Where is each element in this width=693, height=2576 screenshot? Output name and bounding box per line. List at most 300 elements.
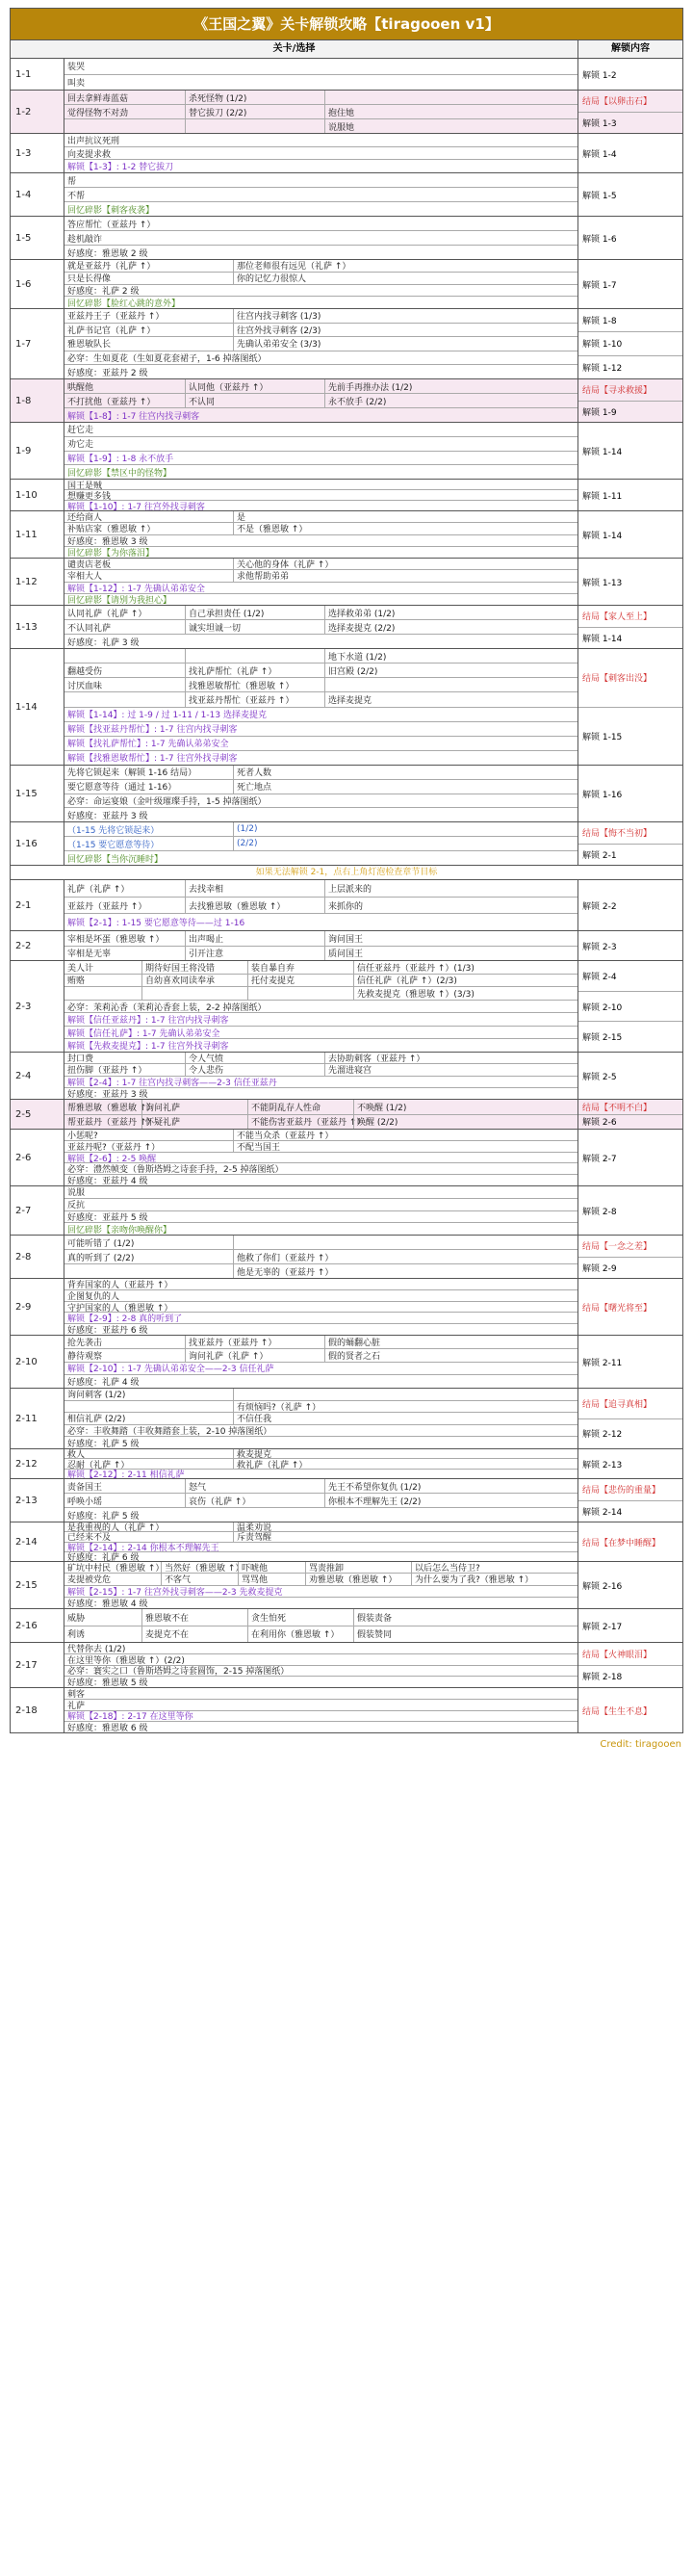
choice-cell (64, 987, 141, 1000)
choice-row (64, 260, 578, 272)
choice-cell: 救麦提克 (233, 1449, 578, 1458)
choice-block (64, 309, 578, 378)
choice-cell: 好感度：雅恩敏 4 级 (67, 1599, 148, 1609)
choice-cell: 补贴店家（雅恩敏 ↑） (67, 525, 156, 535)
choice-cell: 先王不希望你复仇 (1/2) (324, 1479, 578, 1493)
ending-result: 结局【以卵击石】 (582, 97, 653, 108)
choice-cell: 令人悲伤 (185, 1064, 324, 1075)
level-section (10, 1522, 683, 1562)
choice-cell: 就是亚兹丹（礼萨 ↑） (67, 262, 156, 273)
choice-cell: 回忆碎影【禁区中的怪物】 (67, 468, 172, 479)
choice-row (64, 284, 578, 297)
choice-row (64, 1699, 578, 1710)
choice-cell: 往宫外找寻刺客 (2/3) (233, 324, 578, 337)
choice-row (64, 1424, 578, 1437)
choice-cell: 以后怎么当侍卫? (411, 1562, 578, 1573)
choice-row (64, 1087, 578, 1099)
level-section (10, 379, 683, 423)
choice-row (64, 1551, 578, 1561)
ending-result: 结局【刺客出没】 (582, 674, 653, 685)
unlock-result: 解锁 1-10 (578, 331, 682, 354)
choice-cell: 选择麦提克 (2/2) (324, 620, 578, 634)
choice-row (64, 779, 578, 794)
unlock-result: 解锁 2-16 (582, 1581, 623, 1592)
choice-cell: 诚实坦诚一切 (185, 620, 324, 634)
choice-row (64, 1336, 578, 1348)
choice-note (64, 836, 578, 850)
level-section (10, 480, 683, 511)
choice-row (64, 1174, 578, 1185)
level-section (10, 309, 683, 379)
unlock-results (578, 1236, 682, 1278)
choice-cell: 找亚兹丹（亚兹丹 ↑） (185, 1336, 324, 1348)
choice-row (64, 1507, 578, 1522)
choice-cell: 回忆碎影【亲吻你唤醒你】 (67, 1225, 172, 1236)
unlock-results (578, 559, 682, 605)
level-label: 2-13 (11, 1479, 64, 1522)
choice-row (64, 1323, 578, 1335)
choice-cell: 解锁【2-15】: 1-7 往宫外找寻刺客——2-3 先救麦提克 (67, 1587, 283, 1598)
choice-cell: (1/2) (233, 822, 578, 836)
level-section (10, 961, 683, 1053)
choice-row (64, 104, 578, 118)
choice-block (64, 1449, 578, 1478)
choice-cell: 信任亚兹丹（亚兹丹 ↑）(1/3) (353, 961, 578, 974)
choice-row (64, 1063, 578, 1075)
unlock-condition (64, 407, 578, 422)
unlock-result: 解锁 2-5 (582, 1072, 617, 1082)
choice-cell: 装自暴自弃 (247, 961, 353, 974)
level-section (10, 1100, 683, 1130)
choice-cell: 斥责驾醒 (233, 1532, 578, 1541)
choice-cell: 认同他（亚兹丹 ↑） (185, 379, 324, 393)
choice-row (64, 1449, 578, 1461)
choice-cell: 假的贤者之石 (324, 1349, 578, 1362)
choice-row (64, 1562, 578, 1573)
unlock-result: 解锁 2-10 (578, 991, 682, 1022)
level-label: 1-7 (11, 309, 64, 378)
level-label: 2-12 (11, 1449, 64, 1478)
memory-fragment (64, 201, 578, 216)
choice-cell: 回忆碎影【请别为我担心】 (67, 595, 172, 606)
choice-block (64, 822, 578, 865)
choice-row (64, 336, 578, 351)
choice-row (64, 1053, 578, 1063)
choice-cell: 好感度：礼萨 4 级 (67, 1378, 140, 1389)
level-section (10, 1562, 683, 1609)
level-section (10, 1449, 683, 1479)
choice-cell: 解锁【2-10】: 1-7 先确认弟弟安全——2-3 信任礼萨 (67, 1365, 274, 1375)
choice-cell (247, 987, 353, 1000)
level-section (10, 59, 683, 91)
choice-row (64, 91, 578, 104)
level-label: 1-9 (11, 423, 64, 479)
choice-cell: 回去拿鲜毒蓝菇 (67, 93, 129, 104)
unlock-result: 解锁 1-14 (578, 627, 682, 649)
choice-row (64, 1688, 578, 1699)
choice-cell: 必穿：茉莉沁香（茉莉沁香套上装，2-2 掉落图纸） (67, 1002, 267, 1013)
choice-cell: 解锁【2-4】: 1-7 往宫内找寻刺客——2-3 信任亚兹丹 (67, 1078, 277, 1088)
unlock-result: 解锁 2-8 (582, 1207, 617, 1217)
choice-cell: 可能听错了 (1/2) (67, 1238, 135, 1249)
unlock-result: 解锁 1-16 (582, 790, 623, 800)
choice-cell: 自幼喜欢同读奉承 (141, 975, 247, 987)
choice-cell: 利诱 (67, 1630, 86, 1641)
choice-cell (64, 1401, 233, 1413)
choice-block (64, 1053, 578, 1099)
choice-cell: 说服 (67, 1188, 86, 1199)
choice-note (64, 822, 578, 836)
choice-cell: 呼唤小瑶 (67, 1496, 103, 1507)
choice-cell: 假装赞同 (353, 1626, 578, 1643)
choice-cell: 封口费 (67, 1054, 94, 1065)
ending-result: 结局【悔不当初】 (582, 829, 653, 840)
unlock-condition (64, 1362, 578, 1375)
unlock-results (578, 1688, 682, 1732)
level-label: 1-12 (11, 559, 64, 605)
level-section (10, 217, 683, 260)
choice-cell: 劝它走 (67, 440, 94, 451)
choice-cell: 解锁【找雅恩敏帮忙】: 1-7 往宫外找寻刺客 (67, 754, 238, 765)
level-label: 2-14 (11, 1522, 64, 1561)
level-section (10, 1130, 683, 1186)
unlock-results (578, 309, 682, 378)
choice-cell: 亚兹丹呢?（亚兹丹 ↑） (67, 1142, 161, 1153)
choice-cell: 好感度：亚兹丹 3 级 (67, 811, 148, 821)
choice-block (64, 173, 578, 216)
level-label: 2-3 (11, 961, 64, 1052)
level-label: 2-5 (11, 1100, 64, 1129)
choice-cell: 贿赂 (67, 976, 86, 987)
choice-row (64, 1479, 578, 1493)
level-section (10, 1279, 683, 1336)
level-section (10, 822, 683, 866)
choice-cell: 救人 (67, 1450, 86, 1461)
choice-row (64, 1400, 578, 1413)
choice-cell: 地下水道 (1/2) (324, 649, 578, 663)
choice-cell: 选择麦提克 (324, 692, 578, 706)
unlock-result: 解锁 1-11 (582, 491, 623, 502)
unlock-results (578, 1279, 682, 1335)
level-label: 1-16 (11, 822, 64, 865)
choice-cell: 不信任我 (233, 1413, 578, 1424)
choice-cell: 是我重视的人（礼萨 ↑） (67, 1523, 165, 1534)
choice-cell: 讨厌血味 (67, 681, 103, 691)
unlock-results (578, 1186, 682, 1235)
choice-cell: 骂骂他 (238, 1574, 305, 1584)
choice-cell: 杀死怪物 (1/2) (185, 91, 324, 104)
level-label: 1-11 (11, 511, 64, 558)
choice-cell: 替它拔刀 (2/2) (185, 105, 324, 118)
choice-row (64, 351, 578, 365)
choice-cell: 抢先袭击 (67, 1338, 103, 1348)
choice-cell: 必穿：澧然帧变（鲁斯塔姆之诗套手持，2-5 掉落图纸） (67, 1165, 284, 1176)
unlock-condition (64, 451, 578, 465)
choice-cell: 礼萨书记官（礼萨 ↑） (67, 325, 156, 336)
choice-cell: 答应帮忙（亚兹丹 ↑） (67, 220, 156, 230)
choice-cell: 解锁【先救麦提克】: 1-7 往宫外找寻刺客 (67, 1042, 229, 1053)
choice-block (64, 91, 578, 133)
choice-row (64, 217, 578, 230)
choice-block (64, 59, 578, 90)
unlock-condition (64, 1312, 578, 1323)
choice-block (64, 480, 578, 510)
choice-row (64, 1522, 578, 1534)
choice-row (64, 931, 578, 946)
level-label: 2-18 (11, 1688, 64, 1732)
unlock-results (578, 423, 682, 479)
choice-row (64, 1609, 578, 1626)
choice-row (64, 807, 578, 821)
unlock-results (578, 1389, 682, 1448)
choice-row (64, 766, 578, 779)
choice-row (64, 1493, 578, 1507)
level-label: 2-8 (11, 1236, 64, 1278)
choice-cell: 找亚兹丹帮忙（亚兹丹 ↑） (185, 692, 324, 706)
choice-cell: 假装责备 (353, 1609, 578, 1626)
choice-cell: 解锁【2-9】: 2-8 真的听到了 (67, 1314, 183, 1325)
choice-cell: 选择救弟弟 (1/2) (324, 606, 578, 619)
choice-row (64, 1389, 578, 1400)
choice-cell: 必穿：命运宴娘（金叶级璀璨手持，1-5 掉落图纸） (67, 796, 267, 807)
choice-cell (324, 91, 578, 104)
level-label: 1-3 (11, 134, 64, 172)
level-label: 2-1 (11, 880, 64, 930)
choice-cell: 认同礼萨（礼萨 ↑） (67, 609, 147, 619)
unlock-results (578, 931, 682, 960)
level-label: 1-13 (11, 606, 64, 648)
choice-cell: 为什么要为了我?（雅恩敏 ↑） (411, 1574, 578, 1584)
level-section (10, 1479, 683, 1522)
choice-block (64, 766, 578, 821)
page-title: 《王国之翼》关卡解锁攻略【tiragooen v1】 (10, 8, 683, 39)
level-label: 1-2 (11, 91, 64, 133)
choice-cell: 永不放手 (2/2) (324, 394, 578, 407)
ending-result: 结局【悲伤的重量】 (582, 1486, 661, 1496)
choice-cell: 宰相是坏蛋（雅恩敏 ↑） (67, 934, 165, 945)
choice-block (64, 1688, 578, 1732)
choice-cell: 说服她 (324, 119, 578, 133)
level-label: 1-10 (11, 480, 64, 510)
choice-row (64, 1665, 578, 1677)
unlock-result: 解锁 2-18 (578, 1665, 682, 1688)
choice-cell: 好感度：雅恩敏 5 级 (67, 1678, 148, 1689)
choice-block (64, 1336, 578, 1388)
choice-cell: 忍耐（礼萨 ↑） (67, 1460, 130, 1470)
choice-cell: 不能阴乱存人性命 (247, 1100, 353, 1114)
unlock-condition (64, 707, 578, 721)
unlock-results (578, 1609, 682, 1642)
choice-block (64, 1522, 578, 1561)
choice-cell: 询问国王 (324, 931, 578, 946)
level-section (10, 606, 683, 649)
choice-cell: 要它愿意等待（通过 1-16） (67, 783, 177, 794)
unlock-result: 解锁 2-2 (582, 901, 617, 912)
unlock-condition (64, 1076, 578, 1087)
choice-cell: 解锁【1-12】: 1-7 先确认弟弟安全 (67, 584, 205, 594)
choice-cell: 不认同 (185, 394, 324, 407)
level-section (10, 931, 683, 961)
level-label: 2-6 (11, 1130, 64, 1185)
choice-cell (324, 678, 578, 691)
choice-cell: 美人计 (67, 963, 94, 974)
choice-row (64, 1198, 578, 1210)
level-section (10, 173, 683, 217)
choice-cell: 谴责店老板 (67, 560, 112, 571)
level-label: 2-7 (11, 1186, 64, 1235)
level-section (10, 880, 683, 931)
choice-cell: 去找雅恩敏（雅恩敏 ↑） (185, 898, 324, 914)
chapter-hint-banner: 如果无法解锁 2-1，点右上角灯泡检查章节目标 (10, 866, 683, 880)
choice-cell: 真的听到了 (2/2) (67, 1253, 135, 1263)
choice-block (64, 1479, 578, 1522)
choice-row (64, 436, 578, 451)
choice-row (64, 634, 578, 648)
choice-cell: 企图复仇的人 (67, 1291, 120, 1302)
choice-row (64, 559, 578, 569)
choice-cell: 回忆碎影【脸红心跳的意外】 (67, 299, 181, 309)
choice-block (64, 423, 578, 479)
level-section (10, 511, 683, 559)
choice-cell: 抱住她 (324, 105, 578, 118)
unlock-condition (64, 1152, 578, 1163)
unlock-condition (64, 736, 578, 750)
choice-row (64, 946, 578, 961)
unlock-condition (64, 1710, 578, 1722)
choice-cell: 雅恩敏队长 (67, 340, 112, 351)
choice-cell: 相信礼萨 (2/2) (67, 1415, 126, 1425)
choice-cell: 先确认弟弟安全 (3/3) (233, 337, 578, 351)
choice-cell: 亚兹丹王子（亚兹丹 ↑） (67, 312, 165, 323)
choice-row (64, 1676, 578, 1687)
unlock-results (578, 217, 682, 259)
choice-cell: 求他帮助弟弟 (233, 570, 578, 581)
unlock-result: 解锁 1-14 (582, 531, 623, 541)
choice-cell: 宰相大人 (67, 572, 103, 583)
choice-cell: 解锁【2-14】: 2-14 你根本不理解先王 (67, 1543, 219, 1553)
choice-block (64, 1643, 578, 1687)
level-label: 1-14 (11, 649, 64, 765)
choice-row (64, 522, 578, 533)
choice-cell: 询问礼萨 (141, 1100, 247, 1114)
unlock-condition (64, 500, 578, 510)
unlock-results (578, 880, 682, 930)
unlock-result: 解锁 2-15 (578, 1021, 682, 1052)
unlock-result: 解锁 2-1 (578, 844, 682, 866)
choice-row (64, 677, 578, 691)
choice-cell: 是 (233, 511, 578, 522)
level-label: 1-6 (11, 260, 64, 308)
choice-cell: 雅恩敏不在 (141, 1609, 247, 1626)
choice-cell: 找礼萨帮忙（礼萨 ↑） (185, 664, 324, 677)
memory-fragment (64, 593, 578, 605)
level-label: 1-5 (11, 217, 64, 259)
choice-cell (185, 649, 324, 663)
choice-cell: 来抓你的 (324, 898, 578, 914)
choice-cell: 不客气 (161, 1574, 238, 1584)
choice-row (64, 986, 578, 1000)
choice-cell: 责备国王 (67, 1482, 103, 1493)
choice-row (64, 1597, 578, 1608)
choice-cell: 吓唬他 (238, 1562, 305, 1573)
choice-row (64, 489, 578, 500)
choice-cell: 翻越受伤 (67, 666, 103, 677)
choice-cell: 还给商人 (67, 513, 103, 524)
choice-cell: 趁机敲诈 (67, 234, 103, 245)
unlock-result: 解锁 1-8 (582, 317, 617, 327)
choice-cell: 守护国家的人（雅恩敏 ↑） (67, 1303, 173, 1314)
choice-cell: 上层派来的 (324, 880, 578, 897)
choice-cell: (2/2) (233, 837, 578, 850)
choice-cell: 回忆碎影【当你沉睡时】 (67, 854, 164, 865)
choice-cell: 那位老师很有远见（礼萨 ↑） (233, 260, 578, 272)
level-section (10, 1236, 683, 1279)
choice-cell: 引开注意 (185, 947, 324, 961)
choice-cell: 信任礼萨（礼萨 ↑）(2/3) (353, 975, 578, 987)
choice-row (64, 364, 578, 378)
choice-cell (64, 649, 185, 663)
choice-row (64, 1374, 578, 1388)
choice-row (64, 1721, 578, 1732)
choice-row (64, 59, 578, 74)
choice-row (64, 534, 578, 546)
choice-row (64, 961, 578, 974)
level-section (10, 134, 683, 173)
choice-cell: 好感度：礼萨 3 级 (67, 637, 140, 648)
choice-row (64, 691, 578, 706)
choice-cell: 好感度：亚兹丹 6 级 (67, 1326, 148, 1337)
choice-cell: 自己承担责任 (1/2) (185, 606, 324, 619)
choice-row (64, 1626, 578, 1643)
memory-fragment (64, 1222, 578, 1235)
unlock-result: 解锁 1-15 (578, 707, 682, 766)
choice-cell (64, 119, 185, 133)
choice-cell: 叫卖 (67, 78, 86, 89)
choice-row (64, 1643, 578, 1653)
choice-cell: 去找幸相 (185, 880, 324, 897)
unlock-results (578, 1562, 682, 1608)
choice-cell: 只是长得像 (67, 274, 112, 285)
choice-cell: 扭伤脚（亚兹丹 ↑） (67, 1066, 147, 1077)
choice-cell: 托付麦提克 (247, 975, 353, 987)
unlock-results (578, 1449, 682, 1478)
choice-row (64, 245, 578, 259)
choice-row (64, 1210, 578, 1223)
choice-cell: 代替你去 (1/2) (67, 1644, 126, 1654)
choice-row (64, 134, 578, 146)
choice-cell: 不是（雅恩敏 ↑） (233, 523, 578, 533)
level-label: 2-17 (11, 1643, 64, 1687)
choice-cell: 不配当国王 (233, 1141, 578, 1152)
level-section (10, 260, 683, 309)
choice-row (64, 619, 578, 634)
choice-cell (141, 987, 247, 1000)
choice-cell: 向麦提求救 (67, 149, 112, 160)
choice-cell: 帮亚兹丹（亚兹丹 ↑） (67, 1118, 156, 1129)
choice-row (64, 74, 578, 91)
choice-row (64, 1000, 578, 1013)
unlock-results (578, 379, 682, 422)
level-label: 1-4 (11, 173, 64, 216)
choice-cell: 反抗 (67, 1201, 86, 1211)
choice-row (64, 1140, 578, 1152)
unlock-results (578, 134, 682, 172)
choice-cell: 好感度：雅恩敏 6 级 (67, 1724, 148, 1734)
unlock-result: 解锁 1-2 (582, 70, 617, 81)
choice-cell: 背弃国家的人（亚兹丹 ↑） (67, 1280, 173, 1290)
table-body (10, 59, 683, 1733)
unlock-result: 解锁 1-12 (578, 355, 682, 378)
